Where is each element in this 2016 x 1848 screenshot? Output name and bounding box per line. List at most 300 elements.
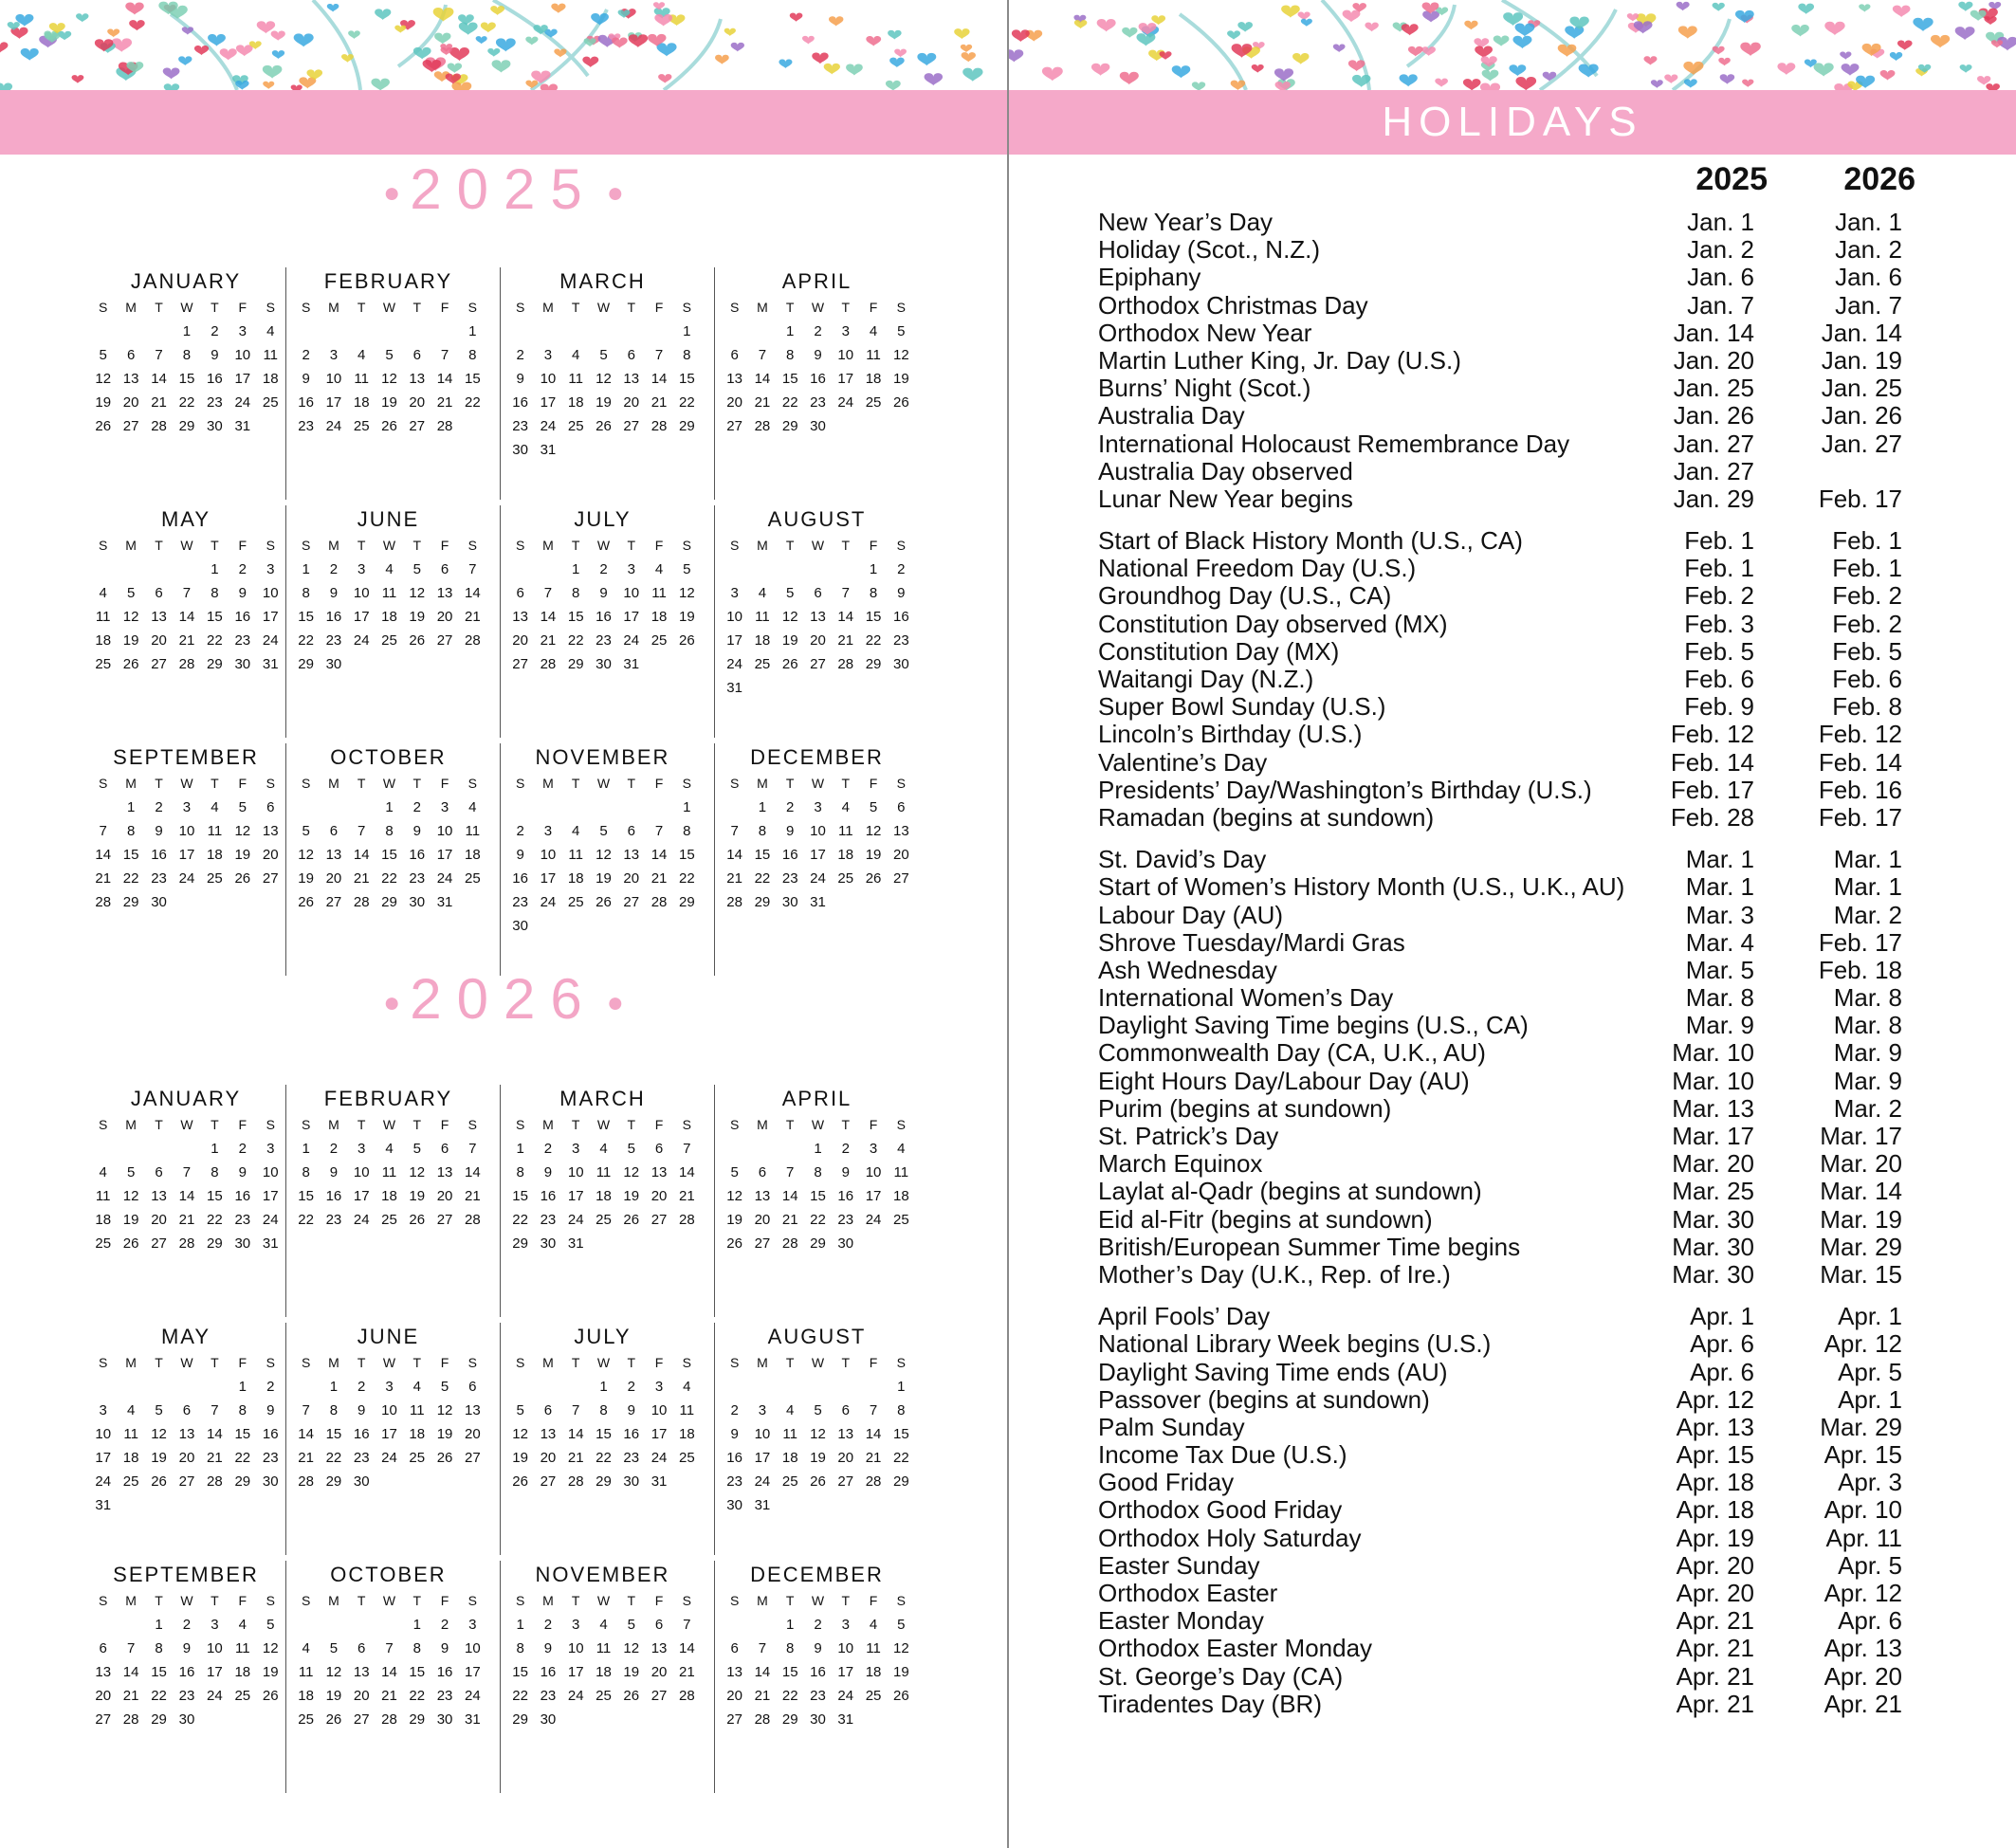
day-number: 17 [567,1664,584,1680]
month-name: MAY [160,507,211,531]
holiday-date-2025: Feb. 2 [1684,581,1754,611]
holiday-date-2025: Apr. 19 [1676,1523,1754,1552]
day-number: 5 [302,823,310,839]
day-number: 4 [841,799,850,815]
day-number: 1 [126,799,136,815]
day-number: 5 [869,799,878,815]
day-number: 25 [892,1212,909,1228]
day-number [645,914,672,938]
holiday-date-2026: Mar. 20 [1820,1149,1902,1179]
day-number: 6 [182,1402,192,1418]
week-row [721,414,915,438]
day-number: 13 [436,1164,453,1180]
day-number: 16 [810,371,826,387]
day-number: 14 [436,371,453,387]
day-number: 2 [412,799,421,815]
week-row [506,1446,701,1470]
day-number: 18 [122,1450,139,1466]
weekday-letter: T [627,1117,636,1132]
day-number: 31 [540,442,557,458]
day-number: 20 [409,394,426,411]
day-number: 16 [178,1664,195,1680]
heart-shape [1742,80,1753,87]
day-number: 14 [540,609,557,625]
day-number: 22 [381,870,397,887]
month-name: FEBRUARY [323,269,453,293]
day-number [748,558,776,581]
day-number: 13 [623,371,640,387]
day-number: 6 [758,1164,767,1180]
day-number: 1 [869,561,878,577]
day-number: 26 [678,632,695,649]
day-number [173,890,200,914]
day-number [748,1137,776,1161]
day-number: 27 [512,656,528,672]
month-name: JULY [574,507,632,531]
day-number: 8 [869,585,878,601]
weekday-letter: T [627,538,636,553]
day-number [506,1375,534,1399]
day-number: 28 [781,1235,798,1252]
day-number: 13 [409,371,426,387]
weekday-letter: W [811,538,825,553]
day-number: 23 [207,394,223,411]
holiday-row [1098,666,1970,693]
week-row [292,1208,486,1232]
day-number: 15 [178,371,195,387]
weekday-header [292,296,486,320]
day-number: 28 [178,656,195,672]
weekday-letter: M [328,1593,339,1608]
day-number [590,796,617,819]
holiday-name: British/European Summer Time begins [1098,1232,1521,1261]
day-number [832,1493,859,1517]
day-number: 1 [786,1617,795,1633]
day-number: 23 [837,1212,854,1228]
day-number: 24 [837,1688,854,1704]
day-number: 18 [95,632,112,649]
day-number: 11 [568,371,583,387]
week-row [292,558,486,581]
day-number: 9 [412,823,421,839]
holiday-date-2026: Apr. 15 [1824,1440,1902,1470]
holiday-name: New Year’s Day [1098,208,1274,236]
day-number: 6 [126,347,136,363]
day-number: 22 [781,1688,798,1704]
holiday-date-2025: Feb. 1 [1684,526,1754,556]
day-number: 21 [540,632,557,649]
day-number [534,796,561,819]
day-number: 25 [837,870,854,887]
day-number: 30 [540,1235,557,1252]
weekday-header [506,296,701,320]
weekday-letter: F [238,538,247,553]
day-number: 30 [436,1711,453,1728]
day-number: 24 [623,632,640,649]
day-number: 26 [810,1473,826,1490]
weekday-letter: T [211,1355,219,1370]
day-number: 28 [464,1212,481,1228]
weekday-header [506,1589,701,1613]
heart-shape [962,68,982,82]
day-number: 8 [599,1402,608,1418]
weekday-letter: M [328,776,339,791]
heart-shape [1859,4,1870,11]
weekday-letter: W [596,1355,611,1370]
holiday-date-2025: Jan. 2 [1687,235,1754,265]
holiday-date-2025: Mar. 13 [1672,1093,1754,1123]
day-number [459,1470,486,1493]
month-name: JANUARY [130,1087,242,1110]
day-number: 8 [758,823,767,839]
holiday-row [1098,402,1970,430]
heart-shape [1237,22,1253,32]
day-number: 21 [865,1450,882,1466]
weekday-letter: S [99,1117,108,1132]
holiday-name: Presidents’ Day/Washington’s Birthday (U.S.) [1098,775,1592,804]
day-number: 24 [726,656,742,672]
holiday-row [1098,458,1970,485]
day-number: 20 [122,394,139,411]
holiday-name: Shrove Tuesday/Mardi Gras [1098,927,1405,957]
day-number: 21 [178,632,195,649]
day-number: 12 [678,585,695,601]
day-number: 16 [234,609,251,625]
day-number: 6 [266,799,275,815]
day-number: 5 [412,1141,421,1157]
weekday-letter: T [785,1355,795,1370]
month-name: AUGUST [767,507,867,531]
day-number [376,1470,403,1493]
holiday-date-2026: Jan. 25 [1821,374,1902,403]
day-number: 19 [122,632,139,649]
week-row [292,414,486,438]
day-number: 22 [234,1450,251,1466]
day-number [617,1232,645,1255]
day-number: 21 [754,1688,771,1704]
day-number: 17 [262,609,279,625]
day-number [832,890,859,914]
day-number: 21 [651,394,668,411]
day-number [173,558,200,581]
day-number [562,1375,590,1399]
weekday-letter: S [896,1117,906,1132]
weekday-letter: W [180,1355,193,1370]
day-number: 16 [781,847,798,863]
day-number: 20 [540,1450,557,1466]
holiday-date-2026: Mar. 8 [1833,1011,1902,1040]
day-number [777,1137,804,1161]
month-name: OCTOBER [330,1563,447,1586]
heart-shape [1400,74,1418,86]
day-number: 16 [234,1188,251,1204]
holiday-date-2026: Feb. 16 [1818,775,1902,804]
day-number [673,438,701,462]
day-number: 11 [95,609,111,625]
month-december-2026 [714,1561,915,1793]
day-number [117,320,144,343]
day-number: 12 [623,1164,640,1180]
day-number: 17 [865,1188,882,1204]
weekday-letter: W [180,1593,193,1608]
week-row [721,343,915,367]
week-row [89,1184,284,1208]
heart-shape [1009,49,1023,62]
holiday-date-2026: Mar. 2 [1833,1093,1902,1123]
heart-shape [1365,23,1378,32]
day-number: 31 [726,680,742,696]
week-row [89,1637,284,1660]
day-number: 9 [211,347,219,363]
day-number: 1 [302,561,310,577]
weekday-letter: T [627,1355,636,1370]
day-number: 9 [730,1426,739,1442]
holiday-date-2026: Apr. 20 [1824,1661,1902,1691]
week-row [89,1208,284,1232]
day-number: 18 [596,1664,612,1680]
weekday-letter: W [382,1355,396,1370]
day-number [748,1375,776,1399]
week-row [506,843,701,867]
month-october-2025 [285,743,486,976]
week-row [721,1137,915,1161]
day-number: 11 [866,1640,881,1656]
day-number: 28 [540,656,557,672]
calendar-row [83,743,912,961]
weekday-letter: T [412,1117,422,1132]
day-number: 2 [627,1379,635,1395]
day-number: 6 [730,347,739,363]
weekday-letter: M [757,776,768,791]
weekday-header [721,534,915,558]
day-number: 2 [211,323,219,339]
weekday-letter: M [328,1117,339,1132]
day-number: 11 [207,823,223,839]
holiday-date-2025: Apr. 21 [1676,1689,1754,1718]
day-number: 30 [409,894,426,910]
holiday-row [1098,929,1970,957]
heart-shape [1402,24,1419,35]
day-number: 20 [325,870,342,887]
weekday-letter: S [729,1117,740,1132]
weekday-letter: T [785,1117,795,1132]
month-april-2026 [714,1085,915,1317]
heart-shape [866,36,881,46]
holiday-date-2025: Jan. 14 [1673,318,1754,347]
day-number: 24 [353,1212,370,1228]
day-number: 10 [325,371,342,387]
day-number: 8 [814,1164,822,1180]
holiday-name: Labour Day (AU) [1098,900,1284,929]
weekday-letter: T [571,1593,580,1608]
day-number: 16 [540,1188,557,1204]
day-number: 17 [207,1664,223,1680]
heart-shape [434,33,450,45]
day-number: 19 [623,1664,640,1680]
week-row [506,1184,701,1208]
holiday-name: International Women’s Day [1098,983,1394,1013]
heart-shape [1231,81,1246,90]
holiday-date-2025: Apr. 6 [1690,1357,1754,1386]
day-number: 3 [211,1617,219,1633]
day-number: 30 [810,418,826,434]
day-number: 7 [758,1640,767,1656]
day-number: 19 [151,1450,167,1466]
day-number: 18 [464,847,481,863]
weekday-letter: F [238,300,247,315]
day-number: 13 [726,1664,742,1680]
day-number: 22 [892,1450,909,1466]
day-number [645,652,672,676]
week-row [506,914,701,938]
holiday-date-2026: Feb. 12 [1818,720,1902,749]
weekday-letter: F [654,1355,664,1370]
day-number: 3 [841,1617,850,1633]
day-number: 25 [567,894,584,910]
weekday-letter: F [440,1593,449,1608]
day-number: 10 [262,1164,279,1180]
week-row [292,796,486,819]
day-number: 1 [302,1141,310,1157]
heart-shape [271,31,285,41]
weekday-letter: W [180,776,193,791]
heart-shape [1463,79,1481,90]
day-number: 3 [543,823,553,839]
weekday-letter: S [682,1355,691,1370]
day-number: 20 [151,1212,167,1228]
weekday-letter: M [125,1355,137,1370]
weekday-letter: T [412,1355,422,1370]
heart-shape [1777,63,1795,75]
day-number: 29 [596,1473,612,1490]
heart-shape [1012,29,1030,42]
day-number [459,890,486,914]
day-number: 7 [155,347,163,363]
week-row [89,1446,284,1470]
day-number [888,414,915,438]
holiday-name: March Equinox [1098,1149,1263,1179]
day-number: 10 [464,1640,481,1656]
day-number: 23 [325,632,342,649]
day-number [590,1232,617,1255]
heart-shape [1958,2,1972,11]
week-row [721,320,915,343]
week-row [292,652,486,676]
week-row [89,1137,284,1161]
day-number: 15 [234,1426,251,1442]
day-number: 25 [781,1473,798,1490]
day-number: 18 [262,371,279,387]
weekday-header [292,772,486,796]
day-number: 5 [627,1141,635,1157]
holiday-row [1098,236,1970,264]
day-number: 28 [95,894,112,910]
day-number: 28 [353,894,370,910]
month-december-2025 [714,743,915,976]
day-number: 20 [512,632,528,649]
holiday-date-2025: Mar. 1 [1685,845,1754,874]
weekday-letter: S [682,1593,691,1608]
holiday-date-2026: Mar. 19 [1820,1204,1902,1234]
holiday-name: Laylat al-Qadr (begins at sundown) [1098,1177,1482,1206]
day-number: 10 [95,1426,112,1442]
day-number: 14 [651,847,668,863]
day-number: 16 [892,609,909,625]
day-number: 29 [810,1235,826,1252]
week-row [292,1422,486,1446]
day-number: 26 [298,894,314,910]
day-number: 10 [436,823,453,839]
calendar-row [83,267,912,485]
heart-shape [591,13,609,26]
day-number: 11 [354,371,369,387]
holiday-row [1098,1663,1970,1691]
holiday-name: Orthodox Holy Saturday [1098,1523,1362,1552]
day-number: 30 [596,656,612,672]
day-number: 26 [512,1473,528,1490]
holiday-date-2026: Apr. 12 [1824,1329,1902,1359]
holiday-name: St. David’s Day [1098,845,1267,874]
weekday-letter: S [301,1355,311,1370]
heart-shape [1913,18,1933,32]
day-number: 28 [567,1473,584,1490]
weekday-header [506,772,701,796]
heart-shape [163,67,180,79]
day-number: 4 [599,1141,608,1157]
week-row [292,1613,486,1637]
day-number: 20 [651,1188,668,1204]
week-row [89,1375,284,1399]
heart-shape [829,16,843,27]
weekday-letter: W [811,1117,825,1132]
day-number [201,890,229,914]
day-number: 10 [381,1402,397,1418]
day-number: 16 [810,1664,826,1680]
day-number: 28 [464,632,481,649]
day-number: 25 [651,632,668,649]
day-number: 27 [436,1212,453,1228]
day-number: 11 [381,585,397,601]
holiday-date-2025: Jan. 26 [1673,401,1754,430]
day-number: 13 [325,847,342,863]
weekday-letter: T [627,300,636,315]
holiday-name: Australia Day observed [1098,456,1353,485]
month-october-2026 [285,1561,486,1793]
month-april-2025 [714,267,915,500]
holiday-row [1098,1552,1970,1580]
holiday-date-2025: Feb. 14 [1670,747,1754,777]
day-number [645,796,672,819]
day-number: 26 [781,656,798,672]
day-number: 17 [726,632,742,649]
day-number: 17 [262,1188,279,1204]
weekday-letter: M [542,1355,554,1370]
weekday-letter: T [357,1593,366,1608]
day-number: 24 [234,394,251,411]
heart-shape [263,65,283,79]
heart-shape [1333,45,1346,53]
day-number: 11 [651,585,667,601]
day-number [617,438,645,462]
day-number: 29 [325,1473,342,1490]
holiday-row [1098,902,1970,929]
day-number: 12 [234,823,251,839]
day-number: 13 [353,1664,370,1680]
week-row [292,581,486,605]
heart-shape [1678,26,1697,39]
day-number: 15 [892,1426,909,1442]
day-number: 9 [182,1640,192,1656]
